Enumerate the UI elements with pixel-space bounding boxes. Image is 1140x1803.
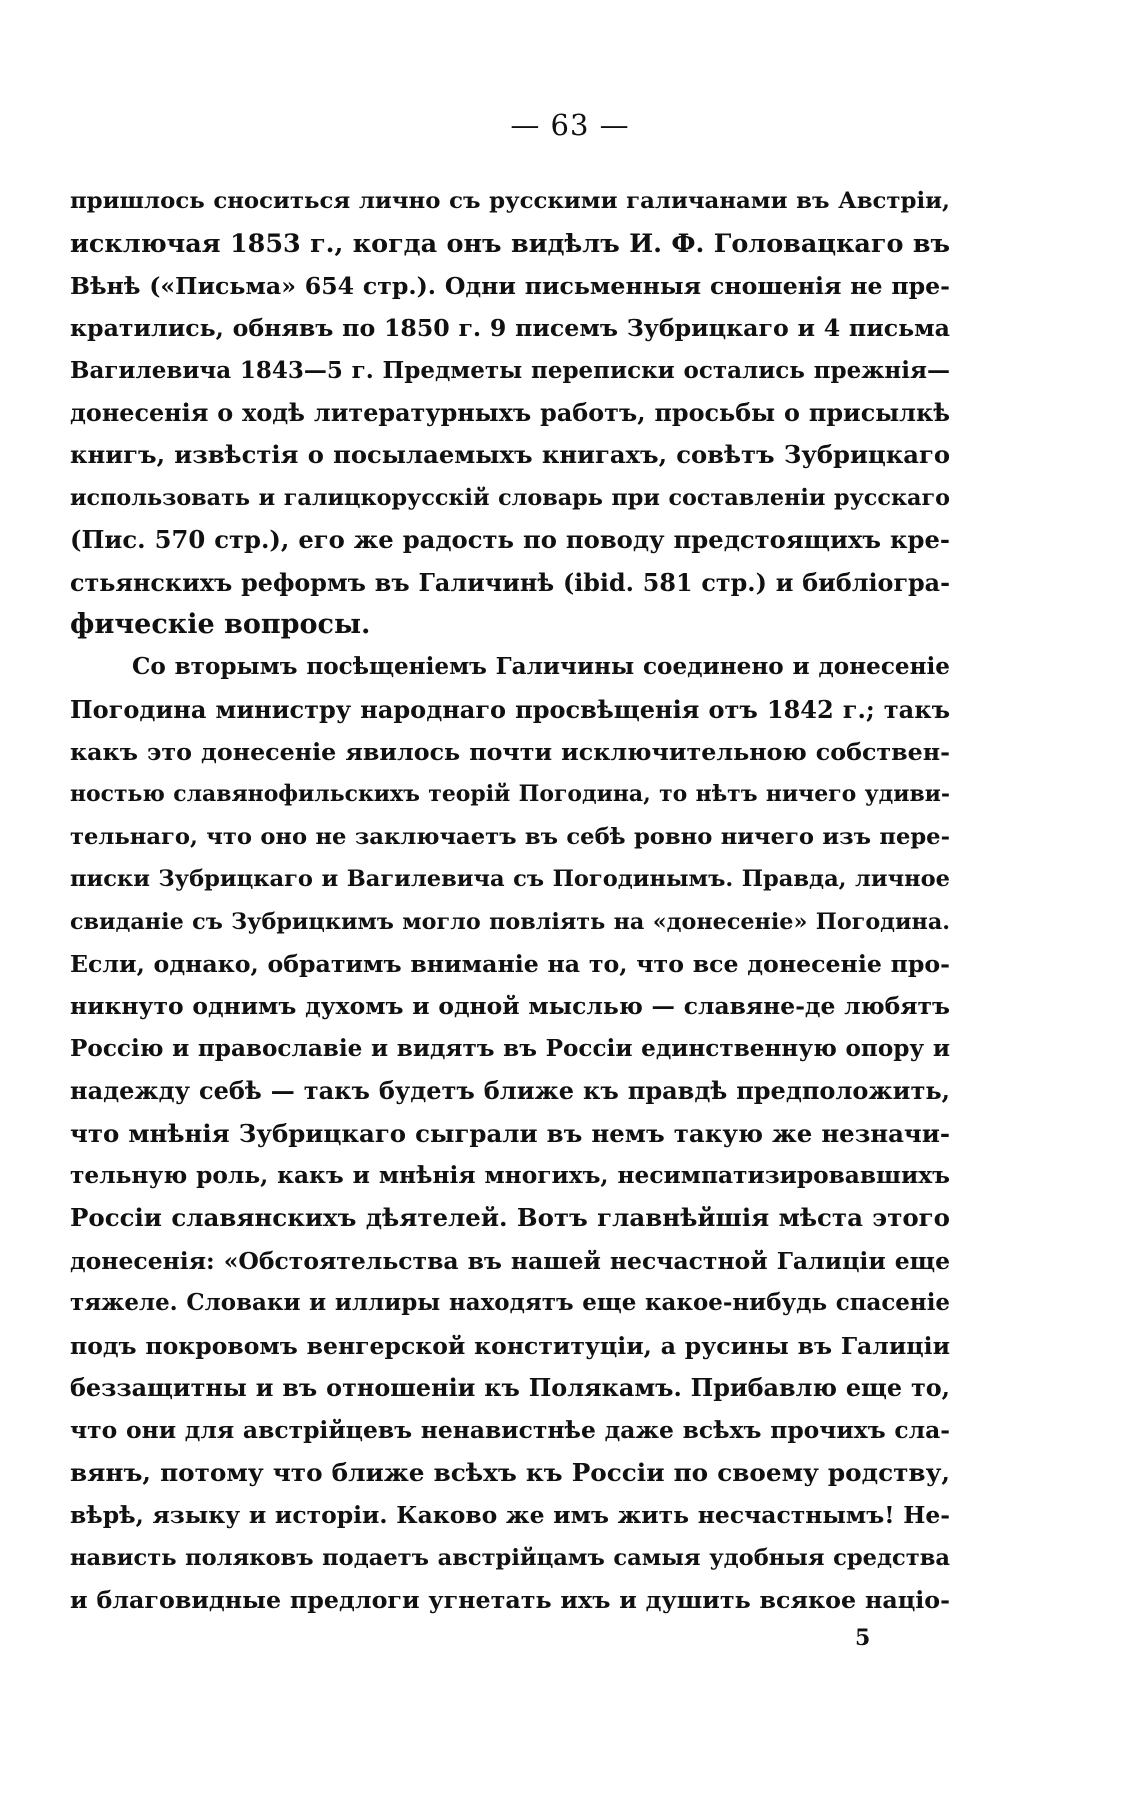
text-line: беззащитны и въ отношеніи къ Полякамъ. Прибавлю еще то, [70, 1373, 950, 1402]
text-line: Если, однако, обратимъ вниманіе на то, что все донесеніе про- [70, 950, 950, 979]
text-line: свиданіе съ Зубрицкимъ могло повліять на «донесеніе» Погодина. [70, 908, 950, 935]
body-text [70, 180, 950, 1621]
text-line: (Пис. 570 стр.), его же радость по поводу предстоящихъ кре- [70, 525, 950, 555]
text-line: вѣрѣ, языку и исторіи. Каково же имъ жить несчастнымъ! Не- [70, 1501, 950, 1530]
text-line: подъ покровомъ венгерской конституціи, а русины въ Галиціи [70, 1331, 950, 1360]
text-line: надежду себѣ — такъ будетъ ближе къ правдѣ предположить, [70, 1076, 950, 1106]
text-line: стьянскихъ реформъ въ Галичинѣ (ibid. 581 стр.) и библіогра- [70, 568, 950, 597]
text-line: что мнѣнія Зубрицкаго сыграли въ немъ такую же незначи- [70, 1118, 950, 1148]
page-number: — 63 — [510, 108, 630, 142]
text-line: Россію и православіе и видятъ въ Россіи единственную опору и [70, 1034, 950, 1062]
text-line: кратились, обнявъ по 1850 г. 9 писемъ Зубрицкаго и 4 письма [70, 314, 950, 343]
text-line: писки Зубрицкаго и Вагилевича съ Погодинымъ. Правда, личное [70, 866, 950, 893]
text-line: тельную роль, какъ и мнѣнія многихъ, несимпатизировавшихъ [70, 1161, 950, 1189]
text-line: пришлось сноситься лично съ русскими галичанами въ Австріи, [70, 188, 950, 214]
text-line: Вѣнѣ («Письма» 654 стр.). Одни письменныя сношенія не пре- [70, 271, 950, 300]
text-line: Погодина министру народнаго просвѣщенія отъ 1842 г.; такъ [70, 694, 950, 724]
text-line: Вагилевича 1843—5 г. Предметы переписки остались прежнія— [70, 356, 950, 384]
text-line: нависть поляковъ подаетъ австрійцамъ самыя удобныя средства [70, 1544, 950, 1571]
text-line: ностью славянофильскихъ теорій Погодина, то нѣтъ ничего удиви- [70, 781, 950, 808]
text-line: никнуто однимъ духомъ и одной мыслью — славяне-де любятъ [70, 992, 950, 1021]
text-line: тяжеле. Словаки и иллиры находятъ еще какое-нибудь спасеніе [70, 1289, 950, 1317]
text-line: Со вторымъ посѣщеніемъ Галичины соединено и донесеніе [132, 653, 950, 681]
text-line: донесенія о ходѣ литературныхъ работъ, просьбы о присылкѣ [70, 398, 950, 427]
text-line: фическіе вопросы. [70, 608, 371, 640]
text-line: донесенія: «Обстоятельства въ нашей несчастной Галиціи еще [70, 1246, 950, 1275]
text-line: книгъ, извѣстія о посылаемыхъ книгахъ, совѣтъ Зубрицкаго [70, 440, 950, 470]
text-line: тельнаго, что оно не заключаетъ въ себѣ ровно ничего изъ пере- [70, 823, 950, 850]
text-line: что они для австрійцевъ ненавистнѣе даже всѣхъ прочихъ сла- [70, 1416, 950, 1445]
text-line: и благовидные предлоги угнетать ихъ и душить всякое націо- [70, 1585, 950, 1614]
text-line: какъ это донесеніе явилось почти исключительною собствен- [70, 738, 950, 767]
text-line: исключая 1853 г., когда онъ видѣлъ И. Ф. Головацкаго въ [70, 228, 950, 259]
text-line: Россіи славянскихъ дѣятелей. Вотъ главнѣйшія мѣста этого [70, 1203, 950, 1233]
text-line: использовать и галицкорусскій словарь при составленіи русскаго [70, 484, 950, 511]
text-line: вянъ, потому что ближе всѣхъ къ Россіи по своему родству, [70, 1457, 950, 1487]
signature-mark: 5 [855, 1625, 871, 1651]
